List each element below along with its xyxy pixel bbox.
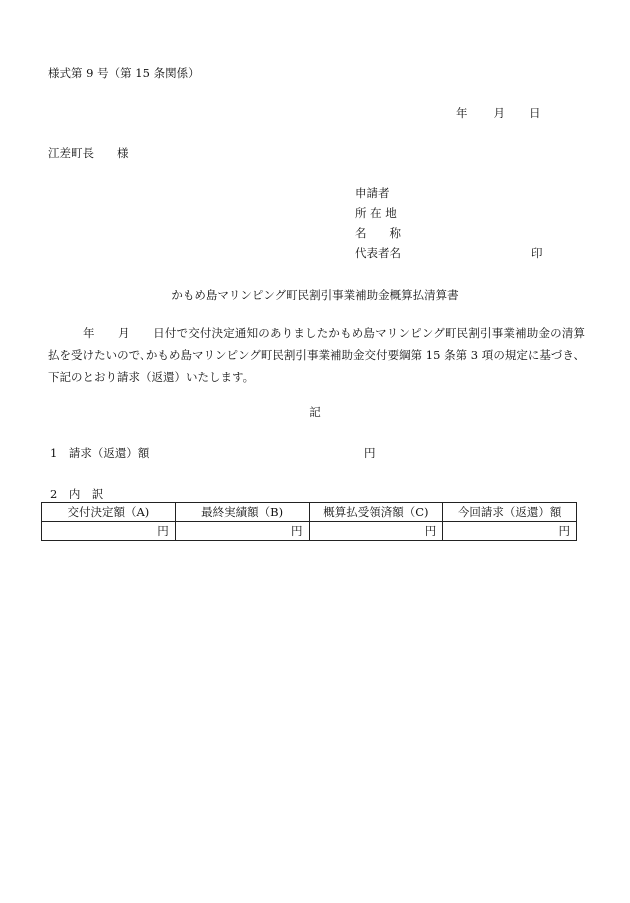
name-label: 名 称 bbox=[355, 226, 401, 240]
header-cell-b: 最終実績額（B) bbox=[175, 503, 309, 522]
representative-row bbox=[355, 246, 545, 266]
seal-mark: 印 bbox=[531, 246, 543, 260]
addressee: 江差町長 様 bbox=[48, 146, 129, 160]
item1-unit: 円 bbox=[364, 446, 376, 460]
date-month: 月 bbox=[493, 106, 505, 120]
address-label: 所 在 地 bbox=[355, 206, 397, 220]
representative-label: 代表者名 bbox=[355, 246, 401, 260]
value-cell-a: 円 bbox=[42, 522, 176, 541]
document-title: かもめ島マリンピング町民割引事業補助金概算払清算書 bbox=[171, 288, 459, 302]
date-line bbox=[456, 106, 541, 120]
table-row bbox=[42, 522, 577, 541]
date-day: 日 bbox=[529, 106, 541, 120]
value-cell-b: 円 bbox=[175, 522, 309, 541]
breakdown-table bbox=[41, 502, 577, 541]
applicant-label: 申請者 bbox=[355, 186, 390, 200]
header-cell-a: 交付決定額（A) bbox=[42, 503, 176, 522]
item1-label: 1 請求（返還）額 bbox=[50, 446, 150, 460]
header-cell-c: 概算払受領済額（C) bbox=[309, 503, 443, 522]
table-header-row bbox=[42, 503, 577, 522]
item2-label: 2 内 訳 bbox=[50, 487, 104, 501]
value-cell-claim: 円 bbox=[443, 522, 577, 541]
date-year: 年 bbox=[456, 106, 468, 120]
header-cell-claim: 今回請求（返還）額 bbox=[443, 503, 577, 522]
value-cell-c: 円 bbox=[309, 522, 443, 541]
body-paragraph: 年 月 日付で交付決定通知のありましたかもめ島マリンピング町民割引事業補助金の清算払を受けたいので､かもめ島マリンピング町民割引事業補助金交付要綱第 15 条第 3 項の規定に基づき、下記のとおり請求（返還）いたします。 bbox=[48, 326, 585, 384]
applicant-block bbox=[355, 186, 545, 266]
form-number: 様式第 9 号（第 15 条関係） bbox=[48, 66, 200, 80]
ki-heading: 記 bbox=[309, 405, 321, 419]
